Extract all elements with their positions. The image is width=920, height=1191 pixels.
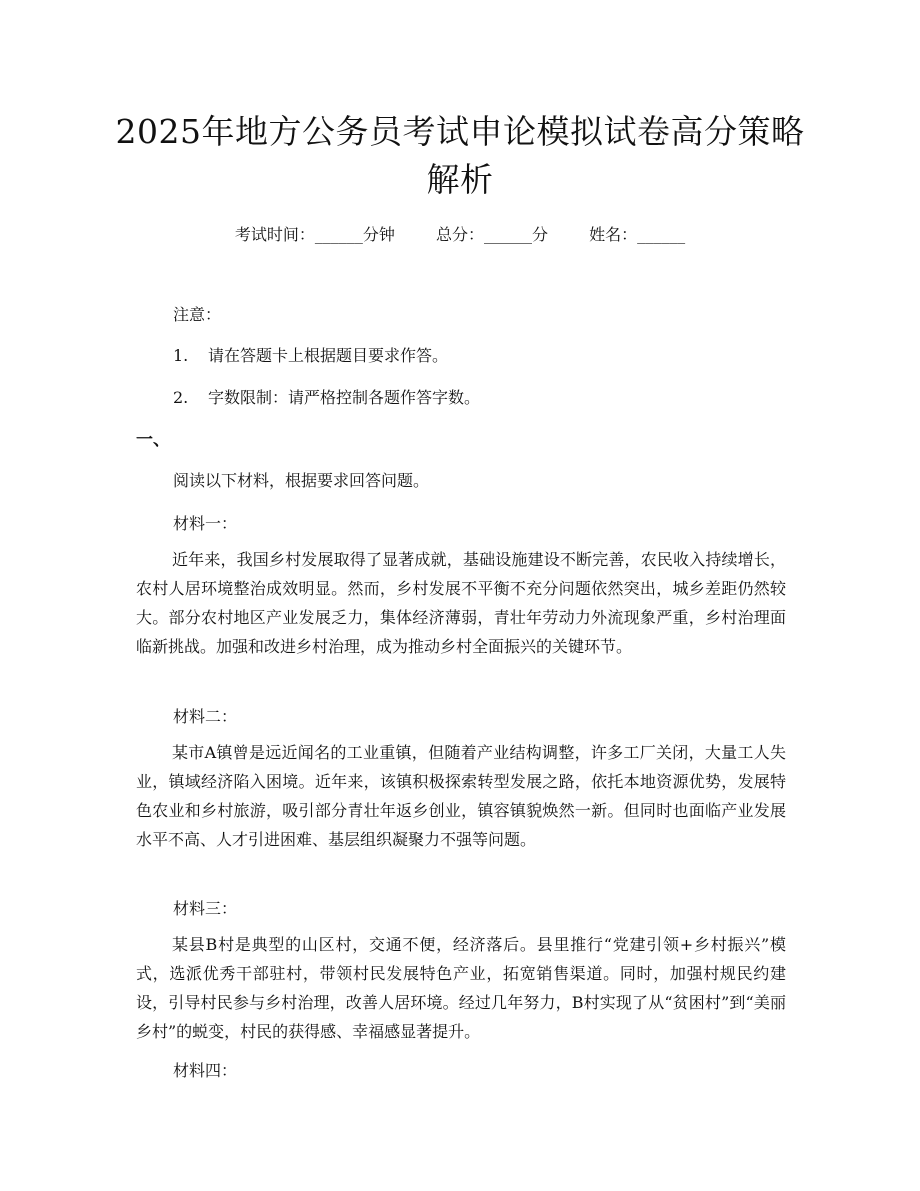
page-title: 2025年地方公务员考试申论模拟试卷高分策略解析 <box>115 112 805 199</box>
total-score-field: 总分：______分 <box>435 225 548 244</box>
material-label: 材料一： <box>173 514 238 533</box>
notice-number: 1. <box>173 346 189 365</box>
exam-info-line <box>0 224 920 246</box>
material-paragraph: 某市A镇曾是远近闻名的工业重镇，但随着产业结构调整，许多工厂关闭，大量工人失业，镇域经济陷入困境。近年来，该镇积极探索转型发展之路，依托本地资源优势，发展特色农业和乡村旅游，吸引部分青壮年返乡创业，镇容镇貌焕然一新。但同时也面临产业发展水平不高、人才引进困难、基层组织凝聚力不强等问题。 <box>136 743 786 849</box>
exam-time-field: 考试时间：______分钟 <box>234 225 395 244</box>
name-field: 姓名：______ <box>589 225 686 244</box>
notice-item <box>173 387 480 409</box>
material-label: 材料二： <box>173 707 238 726</box>
notice-item <box>173 345 448 367</box>
material-label: 材料三： <box>173 899 238 918</box>
notice-text: 字数限制：请严格控制各题作答字数。 <box>208 388 481 407</box>
material-label: 材料四： <box>173 1061 238 1080</box>
notice-label: 注意： <box>173 305 222 324</box>
section-heading: 一、 <box>136 430 170 450</box>
notice-text: 请在答题卡上根据题目要求作答。 <box>208 346 449 365</box>
notice-number: 2. <box>173 388 189 407</box>
material-paragraph: 近年来，我国乡村发展取得了显著成就，基础设施建设不断完善，农民收入持续增长，农村人居环境整治成效明显。然而，乡村发展不平衡不充分问题依然突出，城乡差距仍然较大。部分农村地区产业发展乏力，集体经济薄弱，青壮年劳动力外流现象严重，乡村治理面临新挑战。加强和改进乡村治理，成为推动乡村全面振兴的关键环节。 <box>136 550 786 656</box>
material-paragraph: 某县B村是典型的山区村，交通不便，经济落后。县里推行“党建引领+乡村振兴”模式，选派优秀干部驻村，带领村民发展特色产业，拓宽销售渠道。同时，加强村规民约建设，引导村民参与乡村治理，改善人居环境。经过几年努力，B村实现了从“贫困村”到“美丽乡村”的蜕变，村民的获得感、幸福感显著提升。 <box>136 935 786 1041</box>
instruction-text: 阅读以下材料，根据要求回答问题。 <box>173 471 430 490</box>
